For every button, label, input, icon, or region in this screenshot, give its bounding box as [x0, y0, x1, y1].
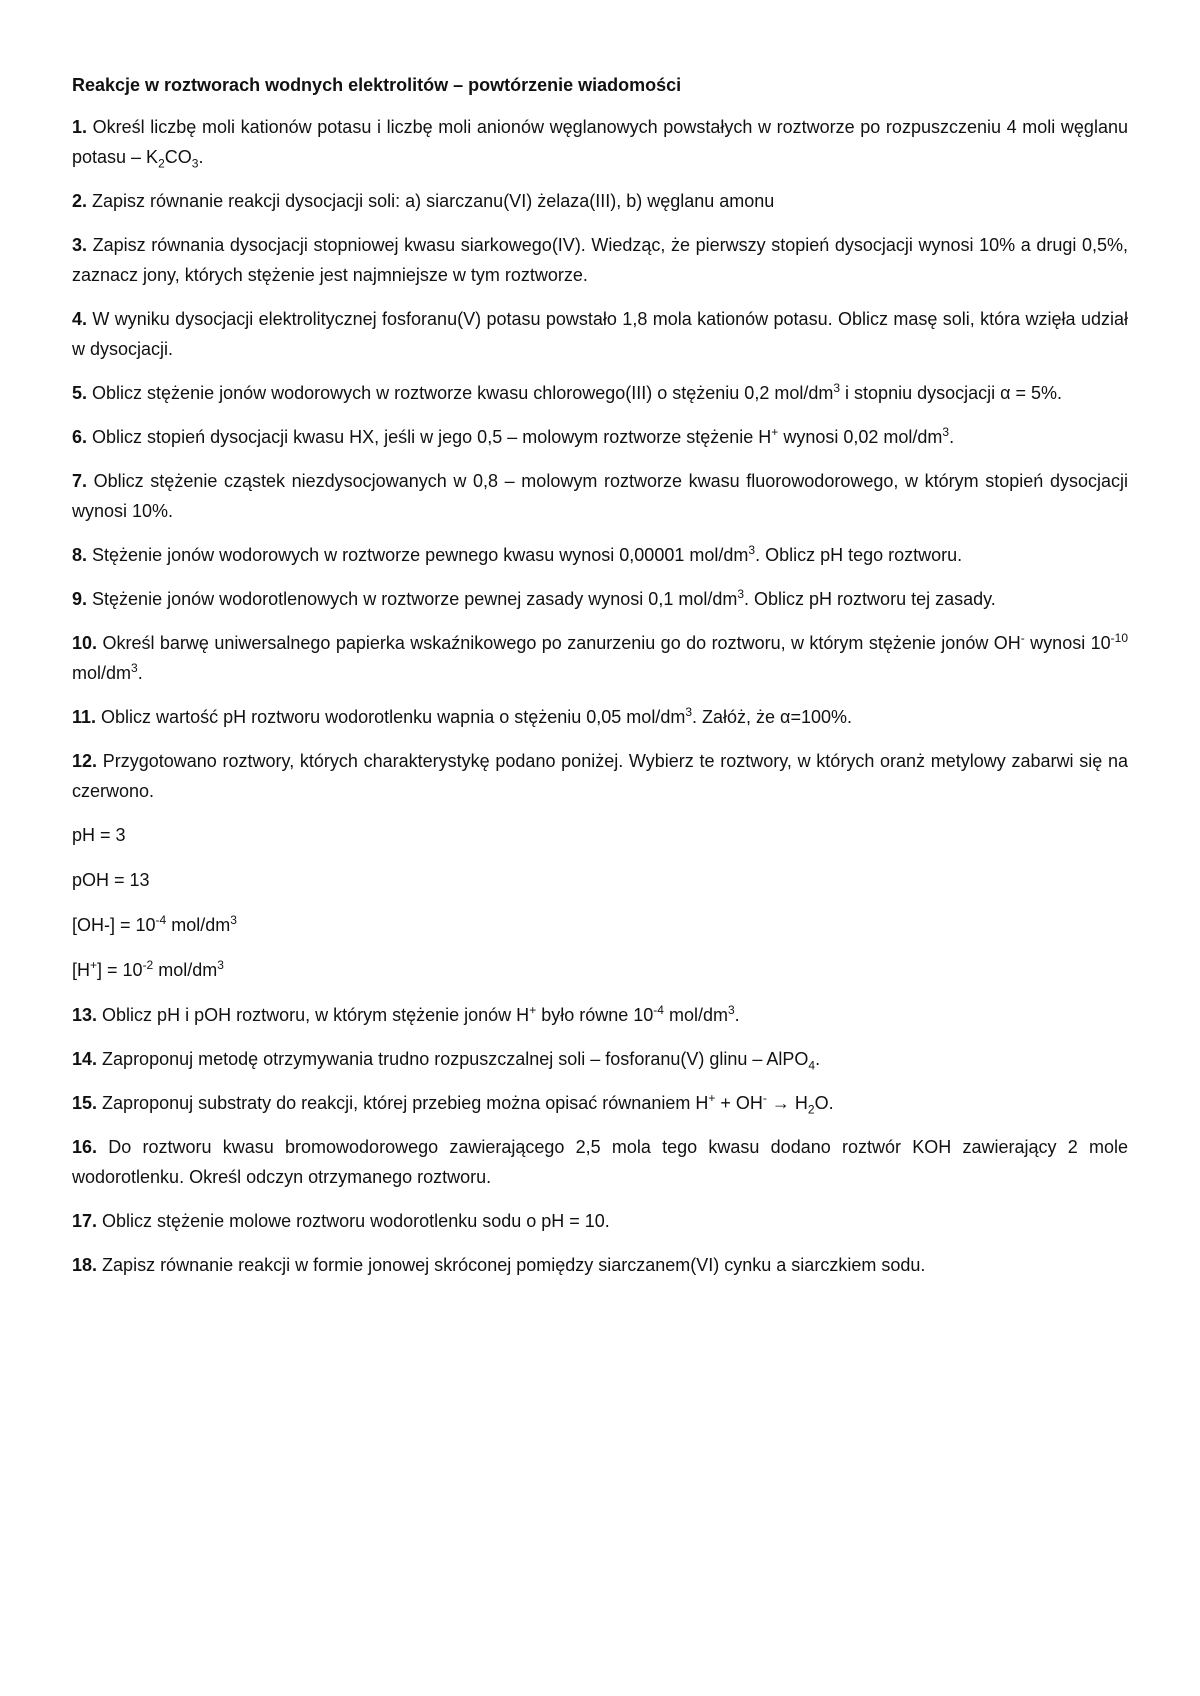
task-number: 8. [72, 545, 88, 565]
task-number: 3. [72, 235, 88, 255]
task-10: 10. Określ barwę uniwersalnego papierka wskaźnikowego po zanurzeniu go do roztworu, w którym stężenie jonów OH- wynosi $10^{-10}$ mol/$dm^3$. [72, 631, 1128, 683]
solution-line: pH = 3 [72, 825, 126, 845]
task-number: 18. [72, 1255, 98, 1275]
page-title: Reakcje w roztworach wodnych elektrolitów – powtórzenie wiadomości [72, 75, 682, 95]
task-number: 6. [72, 427, 88, 447]
task-18: 18. Zapisz równanie reakcji w formie jonowej skróconej pomiędzy siarczanem(VI) cynku a siarczkiem sodu. [72, 1255, 926, 1275]
task-number: 13. [72, 1005, 98, 1025]
task-number: 12. [72, 751, 98, 771]
task-14: 14. Zaproponuj metodę otrzymywania trudno rozpuszczalnej soli – fosforanu(V) glinu – AlPO$_4$. [72, 1049, 821, 1073]
task-16: 16. Do roztworu kwasu bromowodorowego zawierającego 2,5 mola tego kwasu dodano roztwór KOH zawierający 2 mole wodorotlenku. Określ odczyn otrzymanego roztworu. [72, 1137, 1128, 1187]
solution-line: $[H^+] = 10^{-2}$ mol/$dm^3$ [72, 958, 224, 980]
task-13: 13. Oblicz pH i pOH roztworu, w którym stężenie jonów H+ było równe $10^{-4}$ mol/$dm^3$. [72, 1003, 740, 1025]
task-number: 4. [72, 309, 88, 329]
task-number: 5. [72, 383, 88, 403]
task-1: 1. Określ liczbę moli kationów potasu i liczbę moli anionów węglanowych powstałych w roztworze po rozpuszczeniu 4 moli węglanu potasu – $K_2CO_3$. [72, 117, 1128, 171]
task-7: 7. Oblicz stężenie cząstek niezdysocjowanych w 0,8 – molowym roztworze kwasu fluorowodorowego, w którym stopień dysocjacji wynosi 10%. [72, 471, 1128, 521]
task-17: 17. Oblicz stężenie molowe roztworu wodorotlenku sodu o pH = 10. [72, 1211, 610, 1231]
task-number: 16. [72, 1137, 98, 1157]
task-12: 12. Przygotowano roztwory, których charakterystykę podano poniżej. Wybierz te roztwory, w których oranż metylowy zabarwi się na czerwono. [72, 751, 1128, 801]
task-3: 3. Zapisz równania dysocjacji stopniowej kwasu siarkowego(IV). Wiedząc, że pierwszy stopień dysocjacji wynosi 10% a drugi 0,5%, zaznacz jony, których stężenie jest najmniejsze w tym roztworze. [72, 235, 1128, 285]
task-number: 1. [72, 117, 88, 137]
task-number: 2. [72, 191, 88, 211]
task-2: 2. Zapisz równanie reakcji dysocjacji soli: a) siarczanu(VI) żelaza(III), b) węglanu amonu [72, 191, 775, 211]
solution-line: $[OH-] = 10^{-4}$ mol/$dm^3$ [72, 913, 237, 935]
task-number: 10. [72, 633, 98, 653]
task-number: 7. [72, 471, 88, 491]
task-4: 4. W wyniku dysocjacji elektrolitycznej fosforanu(V) potasu powstało 1,8 mola kationów potasu. Oblicz masę soli, która wzięła udział w dysocjacji. [72, 309, 1128, 359]
task-5: 5. Oblicz stężenie jonów wodorowych w roztworze kwasu chlorowego(III) o stężeniu 0,2 mol/$dm^3$ i stopniu dysocjacji α = 5%. [72, 381, 1063, 403]
task-number: 17. [72, 1211, 98, 1231]
task-number: 15. [72, 1093, 98, 1113]
task-11: 11. Oblicz wartość pH roztworu wodorotlenku wapnia o stężeniu 0,05 mol/$dm^3$. Załóż, że α=100%. [72, 705, 853, 727]
task-number: 9. [72, 589, 88, 609]
solution-line: pOH = 13 [72, 870, 150, 890]
task-9: 9. Stężenie jonów wodorotlenowych w roztworze pewnej zasady wynosi 0,1 mol/$dm^3$. Oblicz pH roztworu tej zasady. [72, 587, 996, 609]
task-8: 8. Stężenie jonów wodorowych w roztworze pewnego kwasu wynosi 0,00001 mol/$dm^3$. Oblicz pH tego roztworu. [72, 543, 963, 565]
task-15: 15. Zaproponuj substraty do reakcji, której przebieg można opisać równaniem $H^+ + OH^- \to H_2O$. [72, 1091, 834, 1117]
task-6: 6. Oblicz stopień dysocjacji kwasu HX, jeśli w jego 0,5 – molowym roztworze stężenie H+ wynosi 0,02 mol/$dm^3$. [72, 425, 955, 447]
task-number: 14. [72, 1049, 98, 1069]
task-number: 11. [72, 707, 97, 727]
